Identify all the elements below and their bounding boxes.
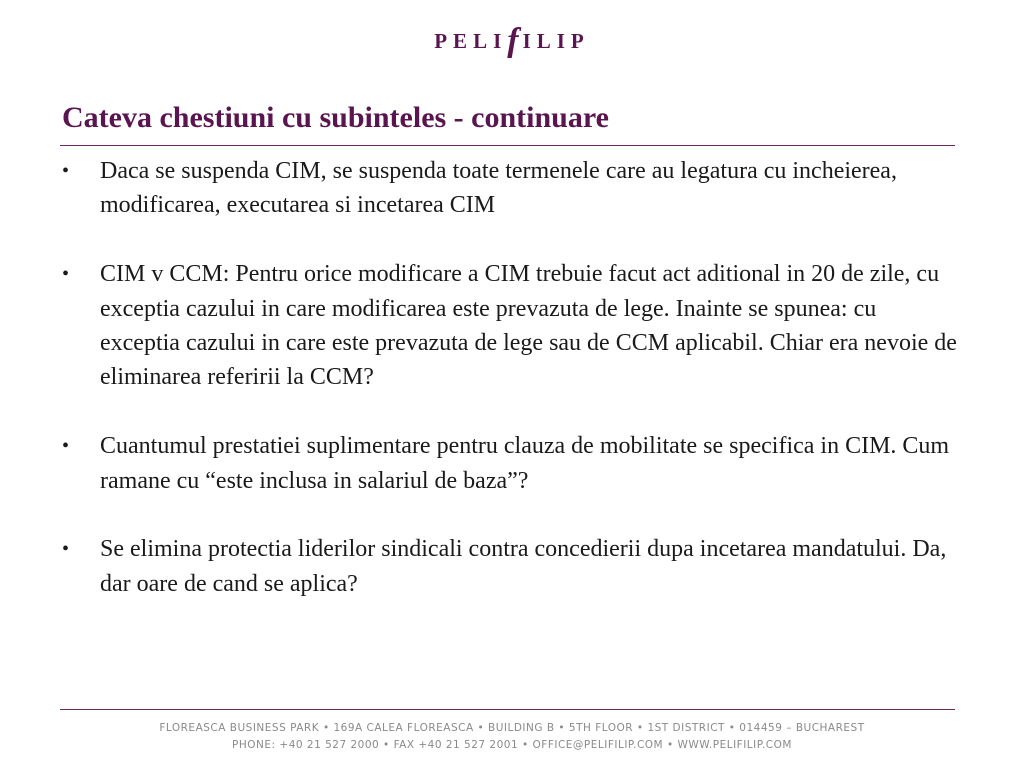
footer-contact-line: PHONE: +40 21 527 2000 • FAX +40 21 527 2001 • OFFICE@PELIFILIP.COM • WWW.PELIFILIP.COM: [232, 739, 792, 751]
footer-address: [0, 720, 1024, 754]
bullet-text: Daca se suspenda CIM, se suspenda toate termenele care au legatura cu incheierea, modificarea, executarea si incetarea CIM: [100, 158, 897, 219]
bullet-dot-icon: •: [62, 263, 70, 286]
logo-text-f: f: [507, 22, 523, 59]
bullet-list: [62, 154, 962, 601]
bullet-text: Se elimina protectia liderilor sindicali contra concedierii dupa incetarea mandatului. Da, dar oare de cand se aplica?: [100, 536, 947, 597]
pelifilip-logo: [0, 22, 1024, 59]
bullet-item-4: [62, 532, 962, 601]
footer-address-line: FLOREASCA BUSINESS PARK • 169A CALEA FLOREASCA • BUILDING B • 5TH FLOOR • 1ST DISTRICT • 014459 – BUCHAREST: [159, 722, 865, 734]
logo-text-left: PELI: [434, 29, 508, 53]
slide-title: Cateva chestiuni cu subinteles - continuare: [62, 101, 609, 134]
bullet-text: CIM v CCM: Pentru orice modificare a CIM trebuie facut act aditional in 20 de zile, cu exceptia cazului in care modificarea este prevazuta de lege. Inainte se spunea: cu exceptia cazului in care este prevazuta de lege sau de CCM aplicabil. Chiar era nevoie de eliminarea referirii la CCM?: [100, 261, 957, 391]
bullet-dot-icon: •: [62, 538, 70, 561]
bullet-item-2: [62, 257, 962, 395]
footer-divider: [60, 709, 955, 710]
title-divider: [60, 145, 955, 146]
bullet-dot-icon: •: [62, 435, 70, 458]
logo-text-right: ILIP: [522, 29, 590, 53]
bullet-dot-icon: •: [62, 160, 70, 182]
bullet-item-3: [62, 429, 962, 498]
bullet-text: Cuantumul prestatiei suplimentare pentru clauza de mobilitate se specifica in CIM. Cum ramane cu “este inclusa in salariul de baza”?: [100, 433, 950, 494]
bullet-item-1: [62, 154, 962, 223]
